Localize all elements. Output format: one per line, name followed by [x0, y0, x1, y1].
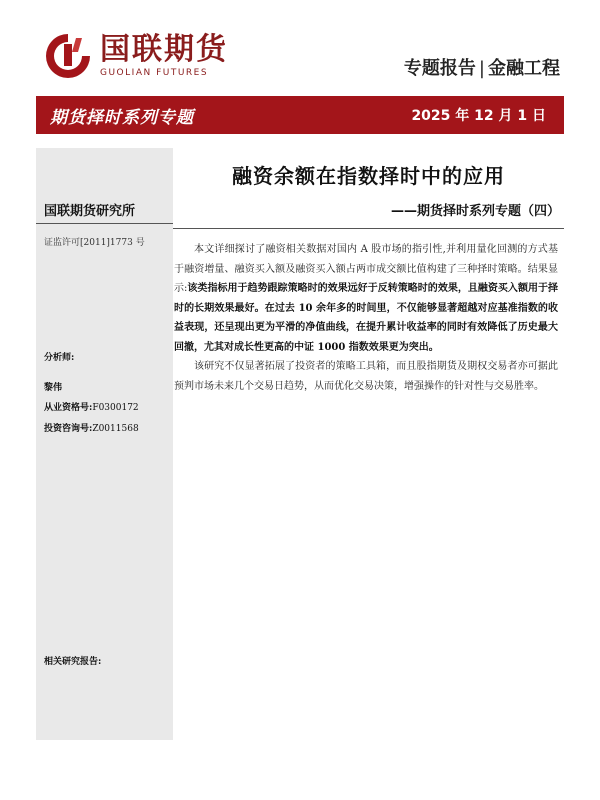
company-logo — [42, 30, 228, 82]
abstract-paragraph-1 — [174, 240, 558, 357]
qualification-number — [44, 400, 139, 413]
report-title: 融资余额在指数择时中的应用 — [232, 164, 505, 188]
report-type-label: 专题报告 — [403, 58, 476, 79]
logo-english-name: GUOLIAN FUTURES — [100, 68, 209, 78]
report-subtitle: ——期货择时系列专题（四） — [390, 204, 560, 219]
report-date: 2025 年 12 月 1 日 — [411, 108, 546, 124]
series-banner — [36, 96, 564, 134]
abstract-paragraph-2: 该研究不仅显著拓展了投资者的策略工具箱，而且股指期货及期权交易者亦可据此预判市场未来几个交易日趋势，从而优化交易决策，增强操作的针对性与交易胜率。 — [174, 361, 558, 392]
qualification-label: 从业资格号: — [44, 403, 93, 413]
series-name: 期货择时系列专题 — [50, 107, 194, 128]
related-reports-heading: 相关研究报告: — [44, 657, 102, 667]
advisory-label: 投资咨询号: — [44, 424, 93, 434]
qualification-value: F0300172 — [92, 403, 139, 413]
abstract-key-finding: 该类指标用于趋势跟踪策略时的效果远好于反转策略时的效果，且融资买入额用于择时的长期效果最好。在过去 10 余年多的时间里，不仅能够显著超越对应基准指数的收益表现，还呈现出更为平滑的净值曲线，在提升累计收益率的同时有效降低了历史最大回撤，尤其对成长性更高的中证 1000 指数效果更为突出。 — [174, 283, 558, 353]
analyst-heading: 分析师: — [44, 353, 75, 363]
analyst-name: 黎伟 — [44, 383, 63, 393]
license-number: 证监许可[2011]1773 号 — [44, 238, 145, 248]
sidebar-divider — [36, 223, 173, 224]
logo-chinese-name: 国联期货 — [100, 32, 228, 67]
report-type — [404, 54, 560, 80]
sidebar — [36, 148, 173, 740]
report-abstract — [174, 240, 558, 396]
institute-name: 国联期货研究所 — [44, 204, 136, 219]
advisory-value: Z0011568 — [92, 424, 139, 434]
title-divider — [173, 228, 564, 229]
separator: | — [478, 58, 485, 79]
report-category: 金融工程 — [488, 58, 560, 79]
guolian-logo-icon — [42, 30, 94, 82]
abstract-text: 本文详细探讨了融资相关数据对国内 A 股市场的指引性,并利用量化回测的方式基于融资增量、融资买入额及融资买入额占两市成交额比值构建了三种择时策略。结果显示: — [174, 244, 558, 294]
advisory-number — [44, 421, 139, 434]
